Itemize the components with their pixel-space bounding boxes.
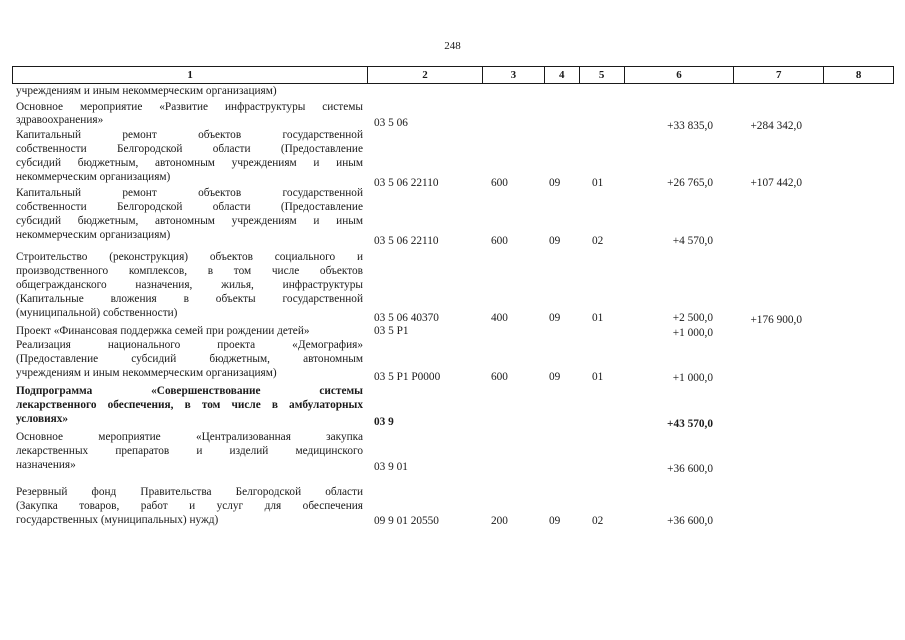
row-description-line: Подпрограмма «Совершенствование системы: [16, 385, 363, 397]
row-code: 03 5 P1: [374, 325, 409, 337]
row-subsection: 02: [592, 235, 604, 247]
row-description-line: некоммерческим организациям): [16, 229, 171, 241]
row-description-line: Капитальный ремонт объектов государственной: [16, 129, 363, 141]
row-description-line: собственности Белгородской области (Предоставление: [16, 201, 363, 213]
row-description-line: общегражданского назначения, жилья, инфраструктуры: [16, 279, 363, 291]
row-code: 03 5 06 40370: [374, 312, 439, 324]
row-code: 03 9: [374, 416, 394, 428]
row-code: 03 5 06 22110: [374, 235, 439, 247]
row-description-line: Строительство (реконструкция) объектов социального и: [16, 251, 363, 263]
row-code: 03 9 01: [374, 461, 408, 473]
row-expense-type: 400: [491, 312, 508, 324]
row-amount-col6: +33 835,0: [667, 120, 713, 132]
row-amount-col6: +2 500,0: [672, 312, 713, 324]
row-description-line: субсидий бюджетным, автономным учреждениям и иным: [16, 157, 363, 169]
row-amount-col7: +107 442,0: [750, 177, 802, 189]
row-amount-col6: +1 000,0: [672, 327, 713, 339]
row-subsection: 01: [592, 177, 604, 189]
header-col-1: 1: [13, 67, 368, 83]
header-col-3: 3: [483, 67, 545, 83]
row-code: 03 5 06: [374, 117, 408, 129]
row-description-line: (муниципальной) собственности): [16, 307, 178, 319]
row-expense-type: 200: [491, 515, 508, 527]
row-amount-col6: +4 570,0: [672, 235, 713, 247]
row-subsection: 02: [592, 515, 604, 527]
row-expense-type: 600: [491, 371, 508, 383]
row-description-line: Основное мероприятие «Централизованная закупка: [16, 431, 363, 443]
header-col-5: 5: [580, 67, 625, 83]
header-col-8: 8: [855, 69, 862, 81]
row-description-line: (Капитальные вложения в объекты государственной: [16, 293, 363, 305]
row-description-line: государственных (муниципальных) нужд): [16, 514, 219, 526]
row-description-line: Капитальный ремонт объектов государственной: [16, 187, 363, 199]
row-description-line: Резервный фонд Правительства Белгородской области: [16, 486, 363, 498]
row-amount-col6: +36 600,0: [667, 515, 713, 527]
row-description-line: Проект «Финансовая поддержка семей при рождении детей»: [16, 325, 310, 337]
row-amount-col7: +176 900,0: [750, 314, 802, 326]
row-subsection: 01: [592, 371, 604, 383]
row-section: 09: [549, 371, 561, 383]
row-description-line: назначения»: [16, 459, 76, 471]
header-col-7: 7: [734, 67, 824, 83]
table-header: [12, 66, 894, 84]
row-amount-col6: +1 000,0: [672, 372, 713, 384]
row-description-line: некоммерческим организациям): [16, 171, 171, 183]
row-expense-type: 600: [491, 177, 508, 189]
row-description-line: учреждениям и иным некоммерческим организациям): [16, 367, 277, 379]
row-amount-col6: +26 765,0: [667, 177, 713, 189]
row-section: 09: [549, 177, 561, 189]
row-description-line: производственного комплексов, в том числе объектов: [16, 265, 363, 277]
row-section: 09: [549, 235, 561, 247]
row-amount-col7: +284 342,0: [750, 120, 802, 132]
row-description-line: (Предоставление субсидий бюджетным, автономным: [16, 353, 363, 365]
row-description-line: лекарственного обеспечения, в том числе в амбулаторных: [16, 399, 363, 411]
row-code: 03 5 06 22110: [374, 177, 439, 189]
row-section: 09: [549, 312, 561, 324]
row-code: 09 9 01 20550: [374, 515, 439, 527]
row-description-line: здравоохранения»: [16, 114, 104, 126]
header-col-2: 2: [368, 67, 483, 83]
header-col-6: 6: [625, 67, 735, 83]
row-amount-col6: +36 600,0: [667, 463, 713, 475]
row-amount-col6: +43 570,0: [667, 418, 713, 430]
row-description-line: собственности Белгородской области (Предоставление: [16, 143, 363, 155]
row-expense-type: 600: [491, 235, 508, 247]
row-description-line: (Закупка товаров, работ и услуг для обеспечения: [16, 500, 363, 512]
row-code: 03 5 P1 P0000: [374, 371, 441, 383]
header-col-4: 4: [545, 67, 580, 83]
row-subsection: 01: [592, 312, 604, 324]
row-description-line: лекарственных препаратов и изделий медицинского: [16, 445, 363, 457]
row-description-line: учреждениям и иным некоммерческим организациям): [16, 85, 277, 97]
row-description-line: Реализация национального проекта «Демография»: [16, 339, 363, 351]
row-description-line: субсидий бюджетным, автономным учреждениям и иным: [16, 215, 363, 227]
row-description-line: Основное мероприятие «Развитие инфраструктуры системы: [16, 101, 363, 113]
row-description-line: условиях»: [16, 413, 69, 425]
page-number: 248: [444, 40, 461, 52]
row-section: 09: [549, 515, 561, 527]
